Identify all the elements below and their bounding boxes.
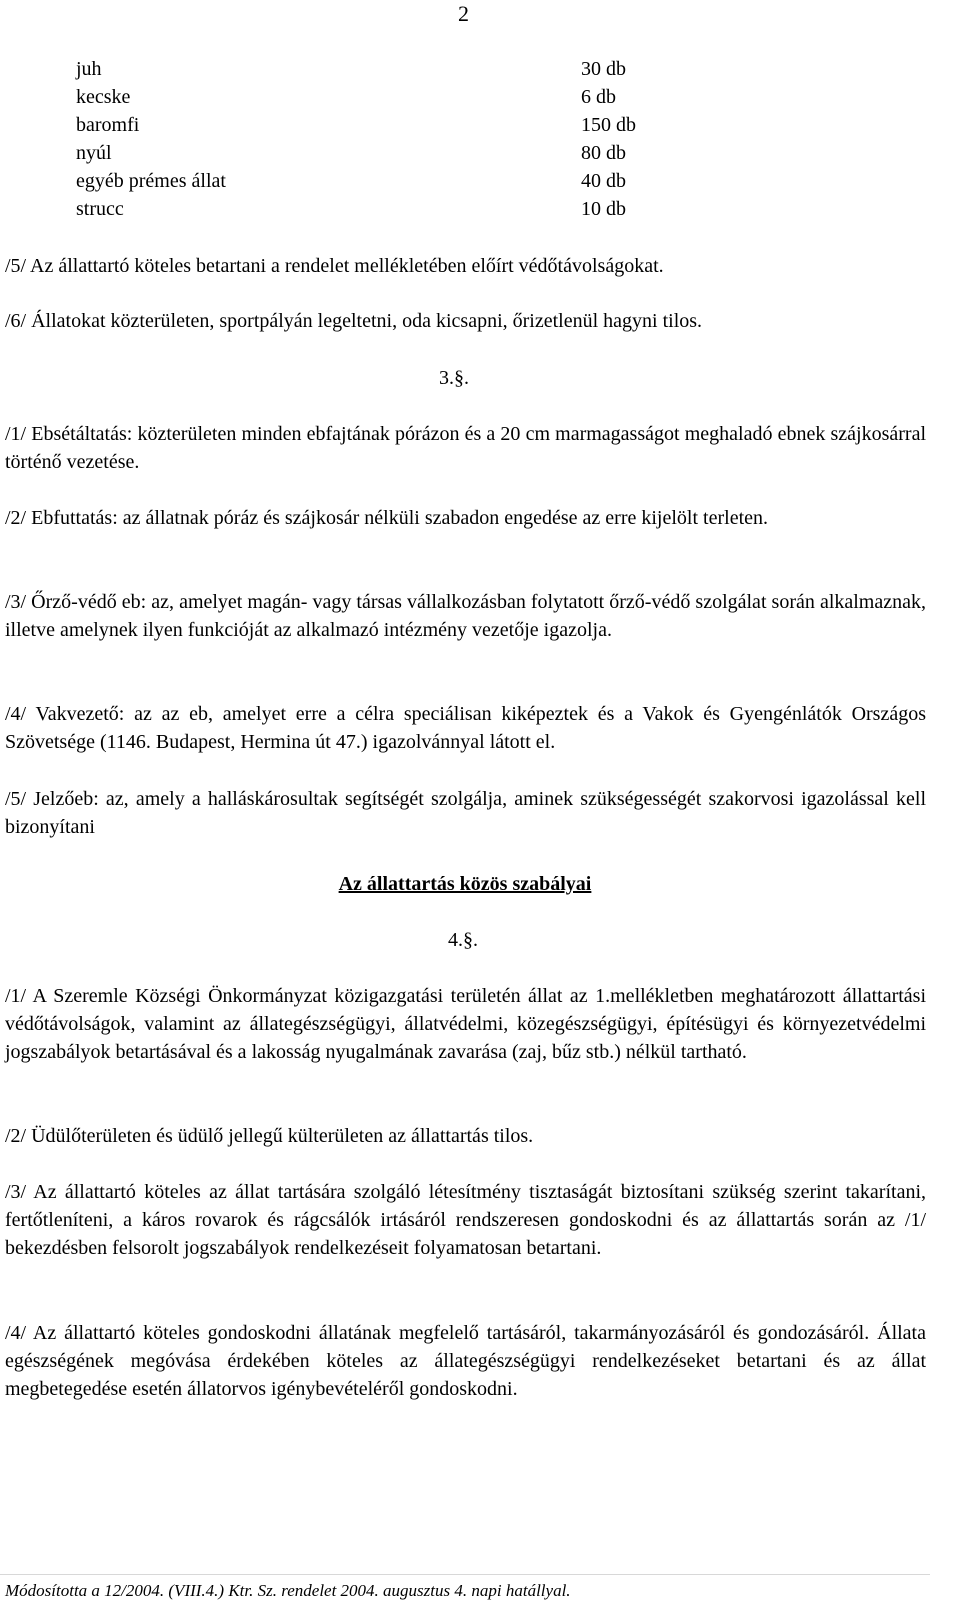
section-heading: Az állattartás közös szabályai — [338, 873, 592, 895]
animal-quantity: 30 db — [581, 58, 626, 80]
paragraph-4-3: /3/ Az állattartó köteles az állat tartására szolgáló létesítmény tisztaságát biztosítani szükség szerint takarítani, fertőtleníteni, a káros rovarok és rágcsálók irtásáról rendszeresen gondoskodni és az állattartás során az /1/ bekezdésben felsorolt jogszabályok rendelkezéseit folyamatosan betartani. — [5, 1181, 926, 1259]
paragraph-4-4: /4/ Az állattartó köteles gondoskodni állatának megfelelő tartásáról, takarmányozásáról és gondozásáról. Állata egészségének megóvása érdekében köteles az állategészségügyi rendelkezéseket betartani és az állat megbetegedése esetén állatorvos igénybevételéről gondoskodni. — [5, 1322, 926, 1400]
section-4-mark: 4.§. — [448, 929, 478, 951]
section-3-mark: 3.§. — [439, 367, 469, 389]
footer-note: Módosította a 12/2004. (VIII.4.) Ktr. Sz. rendelet 2004. augusztus 4. napi hatállyal. — [5, 1581, 571, 1600]
table-row — [76, 111, 676, 139]
table-row — [76, 139, 676, 167]
animal-name: baromfi — [76, 114, 140, 136]
animal-table — [76, 55, 676, 223]
paragraph-3-3: /3/ Őrző-védő eb: az, amelyet magán- vagy társas vállalkozásban folytatott őrző-védő szolgálat során alkalmaznak, illetve amelynek ilyen funkcióját az alkalmazó intézmény vezetője igazolja. — [5, 591, 926, 641]
table-row — [76, 83, 676, 111]
animal-name: juh — [76, 58, 102, 80]
animal-name: nyúl — [76, 142, 112, 164]
animal-quantity: 10 db — [581, 198, 626, 220]
paragraph-3-4: /4/ Vakvezető: az az eb, amelyet erre a célra speciálisan kiképeztek és a Vakok és Gyengénlátók Országos Szövetsége (1146. Budapest, Hermina út 47.) igazolvánnyal látott el. — [5, 703, 926, 753]
animal-quantity: 80 db — [581, 142, 626, 164]
page-number: 2 — [458, 1, 469, 26]
animal-name: strucc — [76, 198, 124, 220]
paragraph-3-2: /2/ Ebfuttatás: az állatnak póráz és szájkosár nélküli szabadon engedése az erre kijelölt terleten. — [5, 507, 768, 529]
paragraph-4-1: /1/ A Szeremle Községi Önkormányzat közigazgatási területén állat az 1.mellékletben meghatározott állattartási védőtávolságok, valamint az állategészségügyi, állatvédelmi, közegészségügyi, építésügyi és környezetvédelmi jogszabályok betartásával és a lakosság nyugalmának zavarása (zaj, bűz stb.) nélkül tartható. — [5, 985, 926, 1063]
animal-name: kecske — [76, 86, 131, 108]
footer-divider — [0, 1574, 930, 1575]
animal-quantity: 6 db — [581, 86, 616, 108]
table-row — [76, 195, 676, 223]
paragraph-4-2: /2/ Üdülőterületen és üdülő jellegű külterületen az állattartás tilos. — [5, 1125, 534, 1147]
animal-quantity: 150 db — [581, 114, 636, 136]
table-row — [76, 167, 676, 195]
paragraph-2-6: /6/ Állatokat közterületen, sportpályán legeltetni, oda kicsapni, őrizetlenül hagyni tilos. — [5, 310, 703, 332]
animal-name: egyéb prémes állat — [76, 170, 226, 192]
paragraph-2-5: /5/ Az állattartó köteles betartani a rendelet mellékletében előírt védőtávolságokat. — [5, 255, 664, 277]
table-row — [76, 55, 676, 83]
animal-quantity: 40 db — [581, 170, 626, 192]
paragraph-3-1: /1/ Ebsétáltatás: közterületen minden ebfajtának pórázon és a 20 cm marmagasságot meghaladó ebnek szájkosárral történő vezetése. — [5, 423, 926, 473]
paragraph-3-5: /5/ Jelzőeb: az, amely a halláskárosultak segítségét szolgálja, aminek szükségességét szakorvosi igazolással kell bizonyítani — [5, 788, 926, 838]
